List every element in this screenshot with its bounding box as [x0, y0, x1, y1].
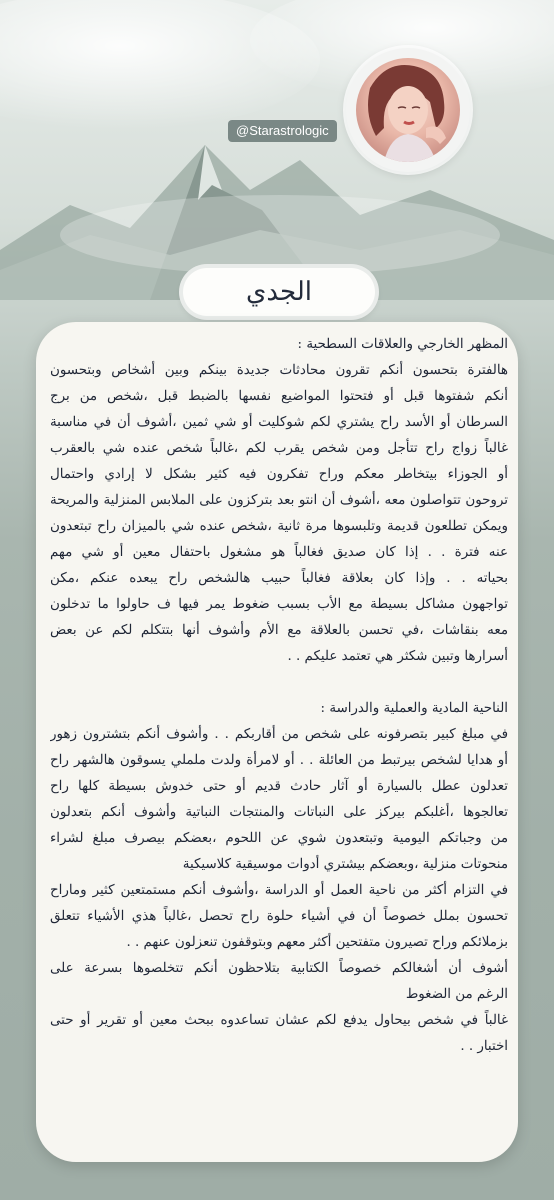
avatar — [356, 58, 460, 162]
portrait-icon — [356, 58, 460, 162]
text-line: الرغم من الضغوط — [405, 987, 508, 1002]
section-gap — [50, 670, 508, 696]
text-line: تحسون بملل خصوصاً أن في أشياء حلوة راح تحصل ،غالباً هذي الأشياء تتعلق — [50, 909, 508, 924]
text-line: بزملائكم وراح تصيرون متفتحين أكثر معهم وبتوقفون تنعزلون عنهم . . — [126, 935, 508, 950]
text-line: ويمكن تطلعون قديمة وتلبسوها مرة ثانية ،شخص عنده شي بالميزان راح تبتعدون — [50, 519, 508, 534]
horoscope-text — [50, 332, 508, 1060]
text-line: منحوتات منزلية ،وبعضكم بيشتري أدوات موسيقية كلاسيكية — [182, 857, 508, 872]
text-line: السرطان أو الأسد راح يشتري لكم شوكليت أو شي ثمين ،أشوف أن في مناسبة — [50, 415, 508, 430]
text-line: أنكم شفتوها قبل أو فتحتوا المواضيع نفسها بالضبط قبل ،شخص من برج — [50, 389, 508, 404]
text-line: في مبلغ كبير بتصرفونه على شخص من أقاربكم . . وأشوف أنكم بتشترون زهور — [50, 727, 508, 742]
text-line: من وجباتكم اليومية وتبتعدون شوي عن اللحوم ،بعضكم بيصرف مبلغ لشراء — [50, 831, 508, 846]
text-line: تعدلون عطل بالسيارة أو آثار حادث قديم أو حتى خدوش بسيطة كلها راح — [50, 779, 508, 794]
text-line: هالفترة بتحسون أنكم تقرون محادثات جديدة بينكم وبين أشخاص وبتحسون — [50, 363, 508, 378]
section-title: المظهر الخارجي والعلاقات السطحية : — [297, 337, 508, 352]
page-title: الجدي — [183, 268, 375, 316]
text-line: تواجهون مشاكل بسيطة مع الأب بسبب ضغوط يمر فيها ف حاولوا ما تدخلون — [50, 597, 508, 612]
text-line: غالباً في شخص بيحاول يدفع لكم عشان تساعدوه ببحث معين أو تقرير أو حتى — [50, 1013, 508, 1028]
text-line: أو الجوزاء بيتخاطر معكم وراح تفكرون فيه كثير بشكل لا إرادي واحتمال — [50, 467, 508, 482]
text-line: غالباً زواج راح تتأجل ومن شخص يقرب لكم ،غالباً شخص عنده شي بالعقرب — [50, 441, 508, 456]
text-line: في التزام أكثر من ناحية العمل أو الدراسة ،وأشوف أنكم مستمتعين كثير وماراح — [50, 883, 508, 898]
text-line: بحياته . . وإذا كان بعلاقة فغالباً حبيب هالشخص راح يبعده عنكم ،مكن — [50, 571, 508, 586]
account-handle: @Starastrologic — [228, 120, 337, 142]
section-title: الناحية المادية والعملية والدراسة : — [320, 701, 508, 716]
text-line: تروحون تتواصلون معه ،أشوف أن انتو بعد بتركزون على الملابس المنزلية والمريحة — [50, 493, 508, 508]
text-line: معه بنقاشات ،في تحسن بالعلاقة مع الأم وأشوف أنها بتتكلم لكم عن بعض — [50, 623, 508, 638]
text-line: أسرارها وتبين شكثر هي تعتمد عليكم . . — [287, 649, 508, 664]
text-line: أو هدايا لشخص بيرتبط من العائلة . . أو لامرأة ولدت ململي يسوقون هالشهر راح — [50, 753, 508, 768]
misty-mountains-background — [0, 0, 554, 300]
text-line: عنه فترة . . إذا كان صديق فغالباً هو مشغول باحتفال معين أو شي مهم — [50, 545, 508, 560]
text-line: أشوف أن أشغالكم خصوصاً الكتابية بتلاحظون أنكم تتخلصوها بسرعة على — [50, 961, 508, 976]
text-line: تعالجوها ،أغلبكم بيركز على النباتات والمنتجات النباتية وأشوف أنكم بتعدلون — [50, 805, 508, 820]
text-line: اختبار . . — [460, 1039, 508, 1054]
